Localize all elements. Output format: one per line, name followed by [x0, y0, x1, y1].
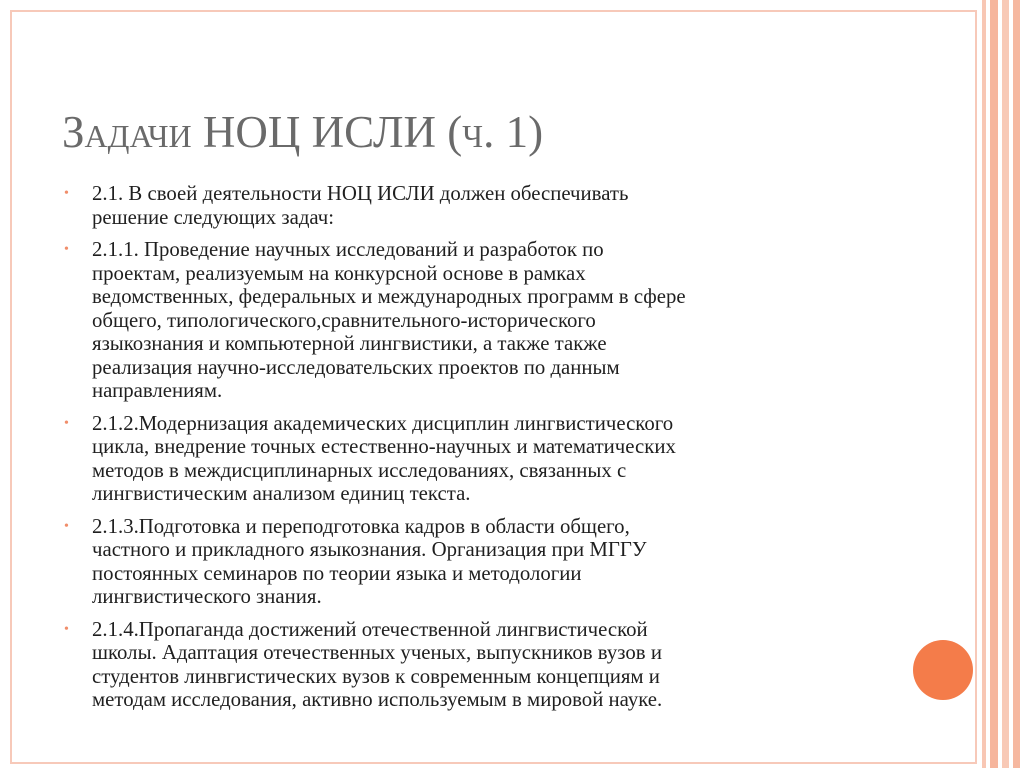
- bullet-text-line: методов в междисциплинарных исследованиях, связанных с: [92, 458, 627, 482]
- bullet-text-line: школы. Адаптация отечественных ученых, выпускников вузов и: [92, 641, 662, 664]
- bullet-text-line: 2.1. В своей деятельности НОЦ ИСЛИ должен обеспечивать: [92, 182, 629, 205]
- bullet-text-line: 2.1.3.Подготовка и переподготовка кадров в области общего,: [92, 514, 630, 538]
- bullet-item: [64, 182, 892, 229]
- bullet-item: [64, 617, 892, 712]
- bullet-text-line: студентов линвгистических вузов к современным концепциям и: [92, 664, 660, 688]
- bullet-text-line: общего, типологического,сравнительного-исторического: [92, 308, 596, 332]
- bullet-text-line: реализация научно-исследовательских проектов по данным: [92, 355, 620, 379]
- bullet-dot-icon: •: [64, 621, 69, 637]
- bullet-text-line: постоянных семинаров по теории языка и методологии: [92, 561, 582, 585]
- bullet-text-line: частного и прикладного языкознания. Организация при МГГУ: [92, 538, 647, 561]
- bullet-text-line: ведомственных, федеральных и международных программ в сфере: [92, 285, 686, 308]
- bullet-text-line: 2.1.4.Пропаганда достижений отечественной лингвистической: [92, 617, 648, 641]
- slide-title: Задачи НОЦ ИСЛИ (ч. 1): [62, 107, 544, 157]
- bullet-text-line: проектам, реализуемым на конкурсной основе в рамках: [92, 261, 586, 285]
- bullet-text-line: 2.1.2.Модернизация академических дисциплин лингвистического: [92, 411, 674, 435]
- bullet-text-line: языкознания и компьютерной лингвистики, а также также: [92, 332, 607, 355]
- bullet-text-line: методам исследования, активно используемым в мировой науке.: [92, 688, 663, 711]
- bullet-text-line: цикла, внедрение точных естественно-научных и математических: [92, 435, 676, 458]
- bullet-list: [64, 182, 892, 721]
- bullet-dot-icon: •: [64, 518, 69, 534]
- bullet-item: [64, 238, 892, 403]
- bullet-dot-icon: •: [64, 242, 69, 257]
- bullet-dot-icon: •: [64, 415, 69, 431]
- decorative-orange-circle: [913, 640, 973, 700]
- bullet-dot-icon: •: [64, 186, 69, 201]
- bullet-text-line: лингвистическим анализом единиц текста.: [92, 482, 471, 505]
- bullet-item: [64, 514, 892, 609]
- bullet-text-line: лингвистического знания.: [92, 585, 322, 608]
- bullet-item: [64, 411, 892, 506]
- bullet-text-line: 2.1.1. Проведение научных исследований и разработок по: [92, 238, 604, 261]
- bullet-text-line: решение следующих задач:: [92, 205, 335, 229]
- bullet-text-line: направлениям.: [92, 379, 223, 402]
- decorative-stripes: [980, 0, 1024, 768]
